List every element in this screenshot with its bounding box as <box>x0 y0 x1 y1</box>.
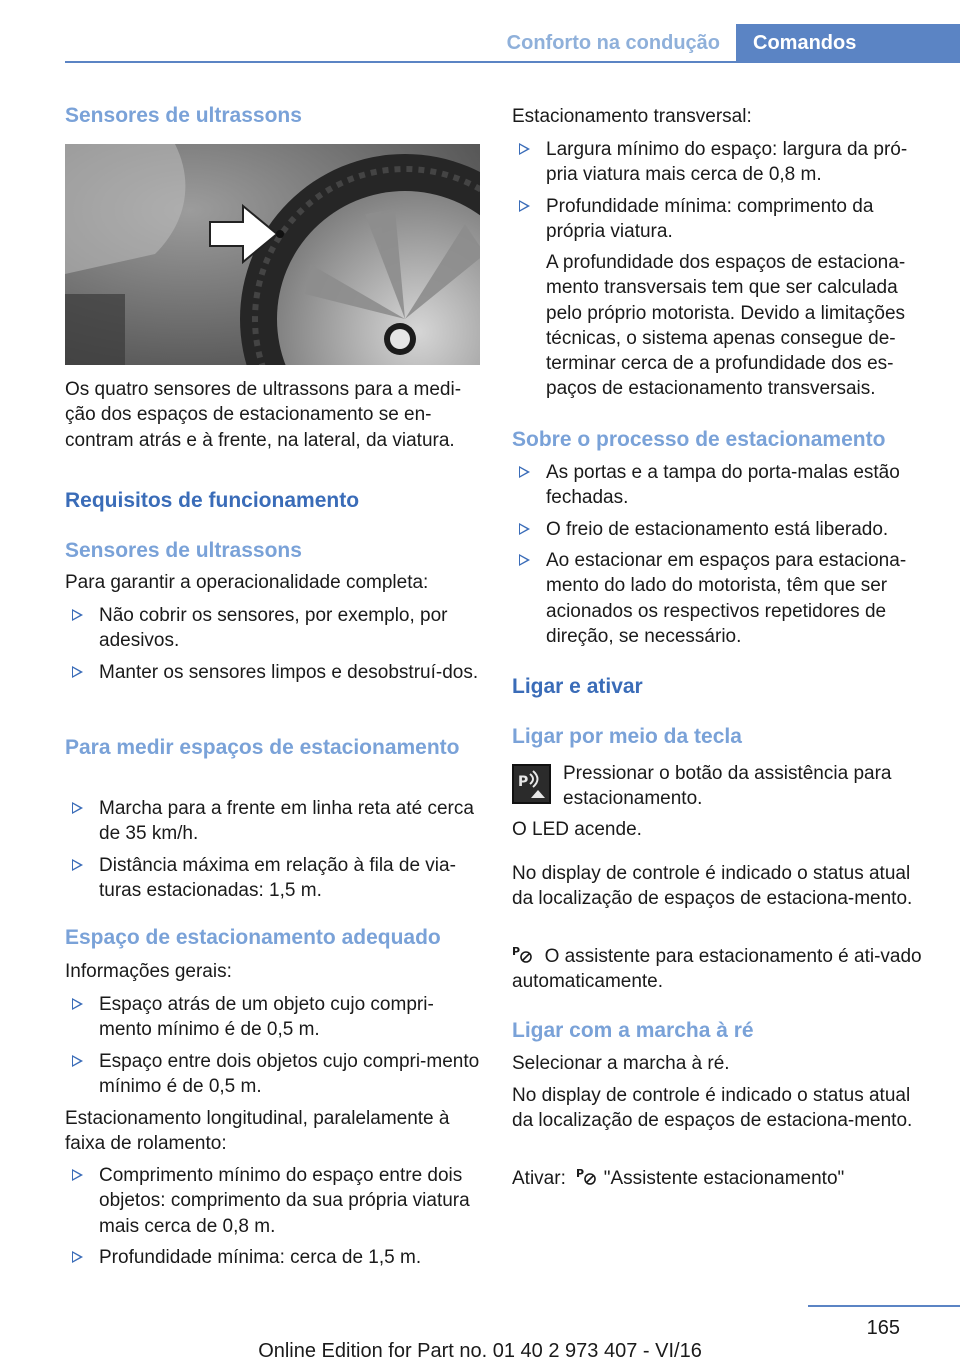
list-item-text: Distância máxima em relação à fila de via-turas estacionadas: 1,5 m. <box>99 855 456 902</box>
auto-activation-label: O assistente para estacionamento é ati-vado automaticamente. <box>512 946 922 993</box>
bullet-triangle-icon <box>519 200 530 212</box>
bullet-triangle-icon <box>519 523 530 535</box>
svg-text:P: P <box>576 1167 585 1180</box>
photo-caption: Os quatro sensores de ultrassons para a medi-ção dos espaços de estacionamento se en-contram atrás e à frente, na lateral, da viatura. <box>65 379 462 451</box>
list-item <box>512 137 928 188</box>
bullet-triangle-icon <box>72 609 83 621</box>
space-intro: Informações gerais: <box>65 961 232 982</box>
footer-edition: Online Edition for Part no. 01 40 2 973 407 - VI/16 <box>258 1340 702 1362</box>
list-item <box>65 796 481 847</box>
transverse-note: A profundidade dos espaços de estaciona-mento transversais tem que ser calculada pelo próprio motorista. Devido a limitações técnicas, o sistema apenas consegue de-terminar cerca de a profundidade dos es-paços de estacionamento transversais. <box>546 252 906 400</box>
list-item-text: Espaço entre dois objetos cujo compri-mento mínimo é de 0,5 m. <box>99 1051 480 1098</box>
list-item <box>65 1049 481 1100</box>
list-item <box>65 603 481 654</box>
header-chapter-tab: Comandos <box>736 24 960 63</box>
bullet-triangle-icon <box>519 143 530 155</box>
bullet-triangle-icon <box>519 554 530 566</box>
bullet-triangle-icon <box>72 666 83 678</box>
list-item <box>65 853 481 904</box>
list-item-text: O freio de estacionamento está liberado. <box>546 519 889 540</box>
heading-via-button: Ligar por meio da tecla <box>512 725 742 748</box>
bullet-triangle-icon <box>72 859 83 871</box>
activate-label: Ativar: <box>512 1168 566 1189</box>
list-item <box>512 517 928 542</box>
list-item-text: Profundidade mínima: comprimento da própria viatura. <box>546 196 874 243</box>
list-item-text: Largura mínimo do espaço: largura da pró-pria viatura mais cerca de 0,8 m. <box>546 139 908 186</box>
header-section-title: Conforto na condução <box>506 32 720 54</box>
bullet-triangle-icon <box>72 1055 83 1067</box>
list-item <box>512 460 928 511</box>
display-status-text-2: No display de controle é indicado o status atual da localização de espaços de estaciona-mento. <box>512 1085 913 1132</box>
parking-assistant-button-icon <box>512 764 551 804</box>
list-item <box>512 548 928 649</box>
parking-assistant-symbol-icon <box>576 1165 598 1187</box>
reverse-instruction: Selecionar a marcha à ré. <box>512 1053 730 1074</box>
led-text: O LED acende. <box>512 819 642 840</box>
car-wheel-photo <box>65 144 480 365</box>
longitudinal-intro: Estacionamento longitudinal, paralelamente à faixa de rolamento: <box>65 1108 450 1155</box>
heading-suitable-space: Espaço de estacionamento adequado <box>65 926 441 949</box>
list-item-text: Manter os sensores limpos e desobstruí-dos. <box>99 662 479 683</box>
bullet-triangle-icon <box>72 1251 83 1263</box>
car-wheel-illustration <box>65 144 480 365</box>
bullet-triangle-icon <box>519 466 530 478</box>
list-item-text: As portas e a tampa do porta-malas estão fechadas. <box>546 462 900 509</box>
parking-assistant-symbol-icon <box>512 943 534 965</box>
list-item <box>65 660 481 685</box>
sensors-intro: Para garantir a operacionalidade completa: <box>65 572 429 593</box>
auto-activation-text <box>512 943 928 995</box>
heading-activate: Ligar e ativar <box>512 675 643 698</box>
list-item-text: Comprimento mínimo do espaço entre dois objetos: comprimento da sua própria viatura mais cerca de 0,8 m. <box>99 1165 470 1237</box>
heading-requirements: Requisitos de funcionamento <box>65 489 360 512</box>
button-instruction: Pressionar o botão da assistência para estacionamento. <box>563 763 892 810</box>
list-item-text: Ao estacionar em espaços para estaciona-mento do lado do motorista, têm que ser acionados os respectivos repetidores de direção, se necessário. <box>546 550 907 647</box>
heading-parking-process: Sobre o processo de estacionamento <box>512 428 886 451</box>
heading-ultrasonic-sensors-2: Sensores de ultrassons <box>65 539 302 562</box>
activate-menu-item: "Assistente estacionamento" <box>603 1168 845 1189</box>
heading-ultrasonic-sensors: Sensores de ultrassons <box>65 104 302 127</box>
heading-measure-spaces: Para medir espaços de estacionamento <box>65 736 460 759</box>
list-item <box>65 992 481 1043</box>
list-item <box>512 194 928 245</box>
activate-menu-path <box>512 1165 928 1191</box>
header-rule <box>65 61 960 63</box>
heading-reverse-gear: Ligar com a marcha à ré <box>512 1019 754 1042</box>
list-item-text: Espaço atrás de um objeto cujo compri-mento mínimo é de 0,5 m. <box>99 994 434 1041</box>
svg-text:P: P <box>518 774 529 790</box>
display-status-text: No display de controle é indicado o status atual da localização de espaços de estaciona-mento. <box>512 863 913 910</box>
list-item <box>65 1245 481 1270</box>
list-item <box>65 1163 481 1239</box>
svg-text:P: P <box>512 945 521 958</box>
list-item-text: Não cobrir os sensores, por exemplo, por adesivos. <box>99 605 448 652</box>
transverse-intro: Estacionamento transversal: <box>512 106 752 127</box>
bullet-triangle-icon <box>72 1169 83 1181</box>
list-item-text: Profundidade mínima: cerca de 1,5 m. <box>99 1247 422 1268</box>
bullet-triangle-icon <box>72 802 83 814</box>
page-number: 165 <box>866 1317 900 1339</box>
list-item-text: Marcha para a frente em linha reta até cerca de 35 km/h. <box>99 798 474 845</box>
footer-rule <box>808 1305 960 1307</box>
bullet-triangle-icon <box>72 998 83 1010</box>
